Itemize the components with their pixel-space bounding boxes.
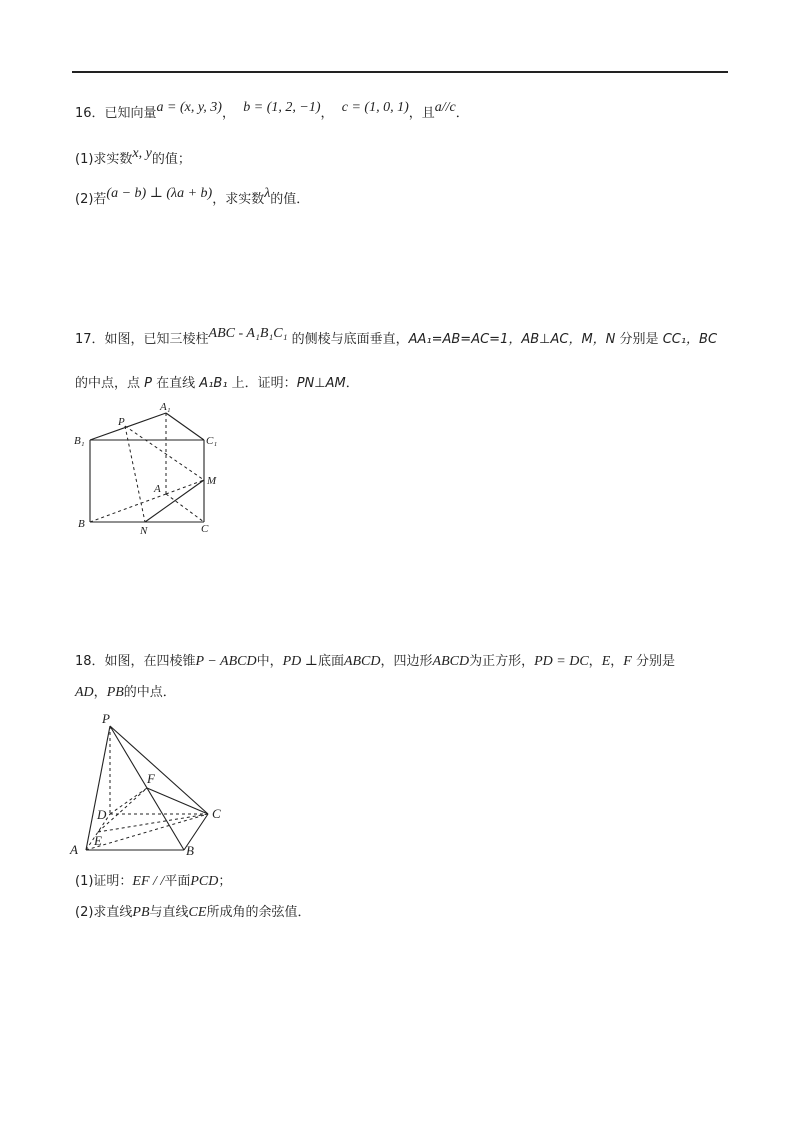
label-d: D [97,807,107,822]
edge-b1-a1 [90,413,166,440]
q18-text6: ， [610,654,624,669]
q16-vector-a: a = (x, y, 3) [156,100,222,115]
q16-vector-c: c = (1, 0, 1) [341,100,409,115]
q18-text4: 为正方形， [469,654,535,669]
label-a1: A₁ [160,401,171,413]
q16-part2-prefix: (2)若 [75,192,107,207]
q18-part1 [75,872,231,892]
q16-sep2: ， [320,106,334,121]
label-b1: B₁ [74,435,85,447]
q18-text7: 分别是 [635,654,675,669]
q17-goal: PN⊥AM [296,376,346,391]
segment-a-m [166,480,204,494]
q17-prism: ABC - A₁B₁C₁ [208,326,288,341]
label-e: E [94,833,102,848]
label-p: P [102,711,110,726]
label-a: A [70,842,78,857]
q16-condition: a//c [434,100,456,115]
q18-part1-plane: PCD [190,874,219,889]
header-rule [72,71,728,73]
label-b: B [186,843,194,858]
q18-part2 [75,903,310,923]
q18-condition2: PD = DC [534,654,589,669]
q18-part2-line2: CE [188,905,207,920]
q17-line-a1b1: A₁B₁ [199,376,228,391]
edge-a-c [166,494,204,522]
q16-sep1: ， [221,106,235,121]
label-f: F [147,771,155,786]
q17-text1: 的侧棱与底面垂直， [291,332,409,347]
q18-condition1: PD ⊥ [282,654,318,669]
q18-stem-line1 [75,652,675,672]
q16-part2-var: λ [264,186,271,201]
q16-sep3: ，且 [408,106,435,121]
q17-text2: 分别是 [619,332,659,347]
q18-text2: 底面 [317,654,344,669]
q17-stem-line1 [75,326,718,350]
q17-point-p: P [144,376,152,391]
q16-part1 [75,146,191,170]
q18-part2-mid: 与直线 [149,905,189,920]
q16-number: 16．已知向量 [75,106,157,121]
q16-part1-prefix: (1)求实数 [75,152,133,167]
q18-number: 18．如图，在四棱锥 [75,654,196,669]
q18-text9: 的中点． [123,685,176,700]
q17-text3: 的中点，点 [75,376,141,391]
label-m: M [207,475,217,487]
q18-text3: ，四边形 [380,654,433,669]
label-c1: C₁ [206,435,218,447]
q18-quad: ABCD [432,654,470,669]
q16-end: ． [455,106,469,121]
q18-text5: ， [588,654,602,669]
q18-part2-line1: PB [132,905,150,920]
q16-part1-vars: x, y [132,146,152,161]
q18-stem-line2 [75,683,176,703]
q18-part2-prefix: (2)求直线 [75,905,133,920]
q16-part2-mid: ，求实数 [212,192,265,207]
q18-part1-suffix: ； [218,874,232,889]
label-c: C [201,523,209,535]
edge-b-a [90,494,166,522]
q18-part1-expr: EF / / [132,874,165,889]
q17-number: 17．如图，已知三棱柱 [75,332,209,347]
q17-conditions: AA₁=AB=AC=1，AB⊥AC，M，N [408,332,616,347]
label-p: P [118,416,125,428]
q16-vector-b: b = (1, 2, −1) [243,100,321,115]
q18-part1-mid: 平面 [164,874,191,889]
q18-text1: 中， [256,654,283,669]
segment-p-m [125,426,204,480]
q17-text4: 在直线 [156,376,196,391]
q18-point-e: E [601,654,611,669]
q18-part1-prefix: (1)证明： [75,874,133,889]
q16-part1-suffix: 的值； [151,152,191,167]
label-c: C [212,806,221,821]
q17-text5: 上．证明： [231,376,297,391]
q16-stem [75,100,469,124]
label-b: B [78,518,85,530]
q16-part2-suffix: 的值． [270,192,310,207]
label-n: N [140,525,148,537]
segment-e-c [98,814,208,832]
q18-text8: ， [93,685,107,700]
q17-end: ． [345,376,359,391]
q18-part2-suffix: 所成角的余弦值． [206,905,311,920]
q17-segments: CC₁，BC [662,332,718,347]
q18-base: ABCD [343,654,381,669]
label-a: A [154,483,161,495]
segment-d-f [110,788,147,814]
segment-f-c [147,788,208,814]
edge-p-c [110,726,208,814]
edge-a1-c1 [166,413,204,440]
q17-stem-line2 [75,374,359,394]
q16-part2-expr: (a − b) ⊥ (λa + b) [106,186,213,201]
q18-segment-ad: AD [75,685,94,700]
q18-pyramid-figure [68,710,238,860]
q18-point-f: F [623,654,632,669]
q16-part2 [75,186,310,210]
q18-segment-pb: PB [106,685,124,700]
q18-pyramid: P − ABCD [195,654,257,669]
q17-prism-figure [70,398,230,538]
